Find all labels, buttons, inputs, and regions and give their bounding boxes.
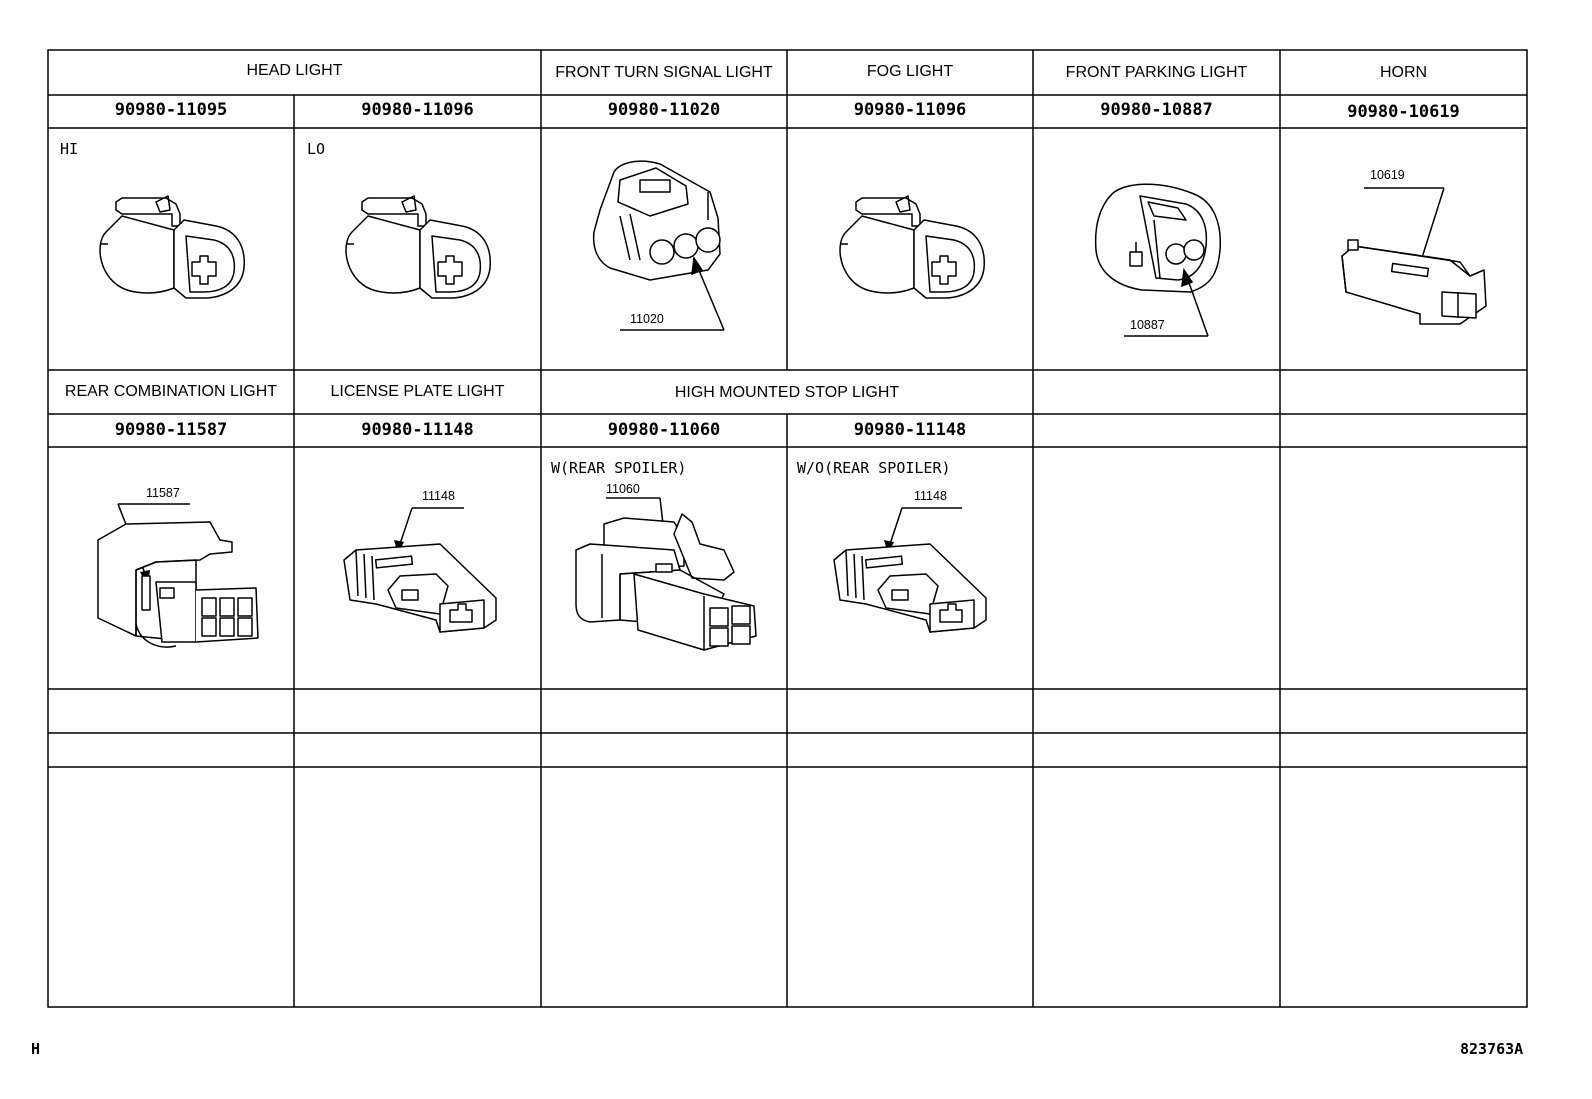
callout-11148-license: 11148 xyxy=(422,489,455,503)
header-high-mounted-stop-light: HIGH MOUNTED STOP LIGHT xyxy=(674,384,900,401)
header-rear-combination-light: REAR COMBINATION LIGHT xyxy=(64,383,278,400)
part-number-head-light-hi: 90980-11095 xyxy=(114,100,228,120)
header-horn: HORN xyxy=(1379,64,1428,81)
part-number-stop-light-with-spoiler: 90980-11060 xyxy=(607,420,721,440)
headlight-lo-connector-drawing xyxy=(342,192,494,304)
fog-light-connector-drawing xyxy=(836,192,988,304)
variant-label-without-rear-spoiler: W/O(REAR SPOILER) xyxy=(797,459,951,477)
callout-10887: 10887 xyxy=(1130,318,1165,332)
part-number-horn: 90980-10619 xyxy=(1347,102,1460,122)
header-fog-light: FOG LIGHT xyxy=(866,63,954,80)
variant-label-hi: HI xyxy=(60,140,79,158)
stop-light-without-spoiler-connector-drawing xyxy=(830,504,990,644)
part-number-rear-combination-light: 90980-11587 xyxy=(114,420,228,440)
part-number-front-parking-light: 90980-10887 xyxy=(1100,100,1213,120)
callout-11587: 11587 xyxy=(146,486,180,500)
front-turn-signal-connector-drawing xyxy=(590,158,740,338)
header-front-turn-signal-light: FRONT TURN SIGNAL LIGHT xyxy=(555,64,773,81)
horn-connector-drawing xyxy=(1330,180,1490,328)
callout-11060: 11060 xyxy=(606,482,640,496)
part-number-license-plate-light: 90980-11148 xyxy=(361,420,474,440)
header-front-parking-light: FRONT PARKING LIGHT xyxy=(1065,64,1248,81)
callout-10619: 10619 xyxy=(1370,168,1405,182)
front-parking-light-connector-drawing xyxy=(1090,180,1230,340)
header-license-plate-light: LICENSE PLATE LIGHT xyxy=(330,383,505,400)
variant-label-lo: LO xyxy=(307,140,326,158)
headlight-hi-connector-drawing xyxy=(96,192,248,304)
footer-left-mark: H xyxy=(31,1040,41,1058)
callout-11148-stop-light: 11148 xyxy=(914,489,947,503)
license-plate-light-connector-drawing xyxy=(340,504,500,644)
part-number-stop-light-without-spoiler: 90980-11148 xyxy=(853,420,967,440)
callout-11020: 11020 xyxy=(630,312,664,326)
drawing-id: 823763A xyxy=(1460,1040,1524,1058)
part-number-head-light-lo: 90980-11096 xyxy=(361,100,474,120)
header-head-light: HEAD LIGHT xyxy=(246,62,343,79)
rear-combination-light-connector-drawing xyxy=(96,500,266,655)
variant-label-with-rear-spoiler: W(REAR SPOILER) xyxy=(551,459,687,477)
part-number-front-turn-signal: 90980-11020 xyxy=(607,100,721,120)
part-number-fog-light: 90980-11096 xyxy=(853,100,967,120)
stop-light-with-spoiler-connector-drawing xyxy=(574,494,760,664)
